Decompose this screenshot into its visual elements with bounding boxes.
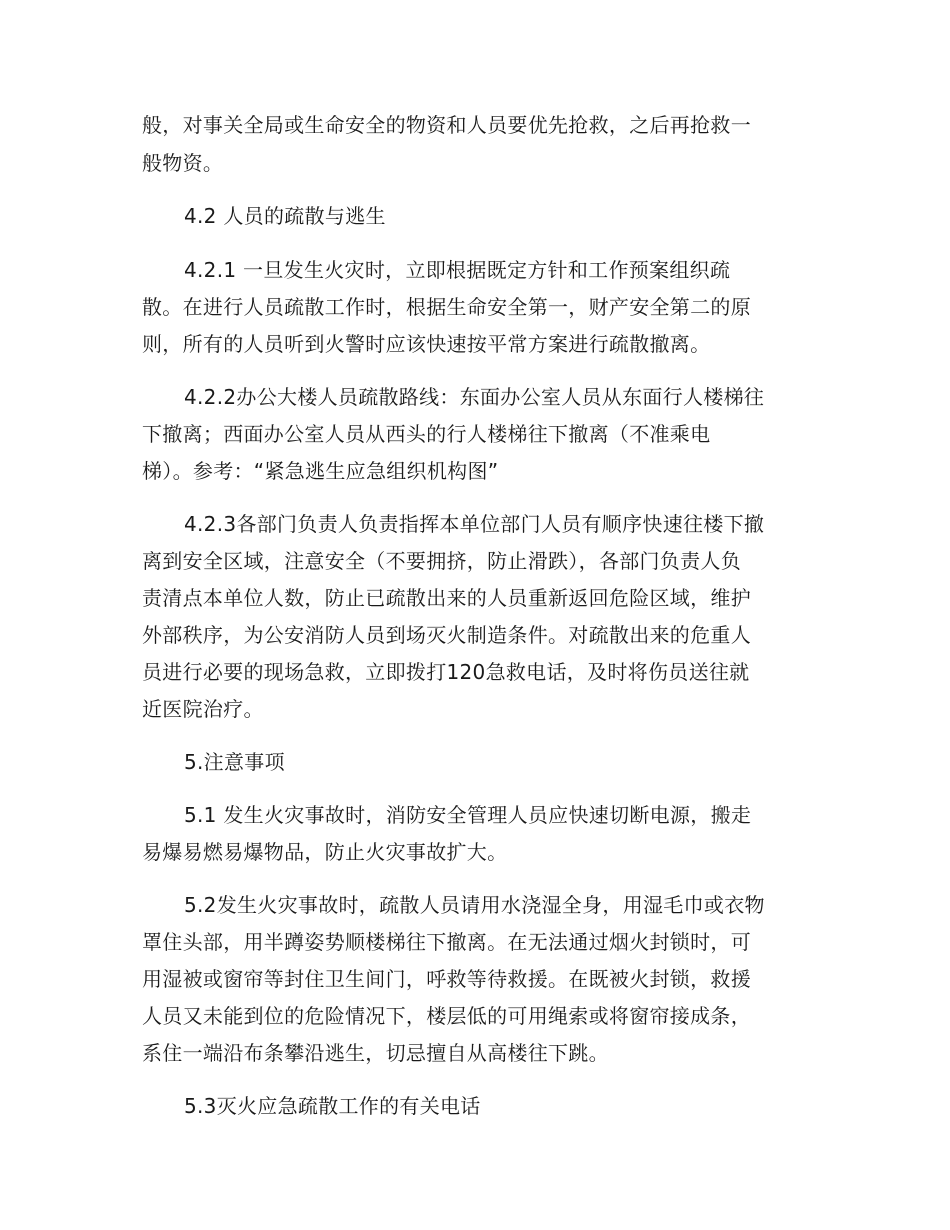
paragraph-line: 5.3灭火应急疏散工作的有关电话 [184, 1094, 481, 1118]
paragraph-line: 外部秩序，为公安消防人员到场灭火制造条件。对疏散出来的危重人 [142, 623, 751, 647]
section-heading: 5.注意事项 [184, 750, 285, 774]
paragraph-line: 责清点本单位人数，防止已疏散出来的人员重新返回危险区域，维护 [142, 586, 751, 610]
paragraph-line: 离到安全区域，注意安全（不要拥挤，防止滑跌），各部门负责人负 [142, 549, 741, 573]
paragraph-line: 4.2.3各部门负责人负责指挥本单位部门人员有顺序快速往楼下撤 [184, 512, 765, 536]
paragraph-line: 罩住头部，用半蹲姿势顺楼梯往下撤离。在无法通过烟火封锁时，可 [142, 930, 751, 954]
paragraph-line: 人员又未能到位的危险情况下，楼层低的可用绳索或将窗帘接成条， [142, 1004, 751, 1028]
paragraph-line: 用湿被或窗帘等封住卫生间门，呼救等待救援。在既被火封锁，救援 [142, 967, 751, 991]
paragraph-line: 易爆易燃易爆物品，防止火灾事故扩大。 [142, 840, 508, 864]
paragraph-line: 般物资。 [142, 151, 224, 175]
paragraph-line: 4.2.2办公大楼人员疏散路线：东面办公室人员从东面行人楼梯往 [184, 385, 765, 409]
paragraph-line: 近医院治疗。 [142, 697, 264, 721]
paragraph-line: 散。在进行人员疏散工作时，根据生命安全第一，财产安全第二的原 [142, 295, 751, 319]
paragraph-line: 则，所有的人员听到火警时应该快速按平常方案进行疏散撤离。 [142, 332, 711, 356]
paragraph-line: 5.2发生火灾事故时，疏散人员请用水浇湿全身，用湿毛巾或衣物 [184, 893, 765, 917]
paragraph-line: 梯）。参考：“紧急逃生应急组织机构图” [142, 459, 499, 483]
paragraph-line: 般，对事关全局或生命安全的物资和人员要优先抢救，之后再抢救一 [142, 113, 751, 137]
section-heading: 4.2 人员的疏散与逃生 [184, 204, 386, 228]
paragraph-line: 4.2.1 一旦发生火灾时，立即根据既定方针和工作预案组织疏 [184, 258, 731, 282]
paragraph-line: 员进行必要的现场急救，立即拨打120急救电话，及时将伤员送往就 [142, 660, 750, 684]
paragraph-line: 5.1 发生火灾事故时，消防安全管理人员应快速切断电源，搬走 [184, 803, 752, 827]
paragraph-line: 系住一端沿布条攀沿逃生，切忌擅自从高楼往下跳。 [142, 1041, 609, 1065]
paragraph-line: 下撤离；西面办公室人员从西头的行人楼梯往下撤离（不准乘电 [142, 422, 711, 446]
